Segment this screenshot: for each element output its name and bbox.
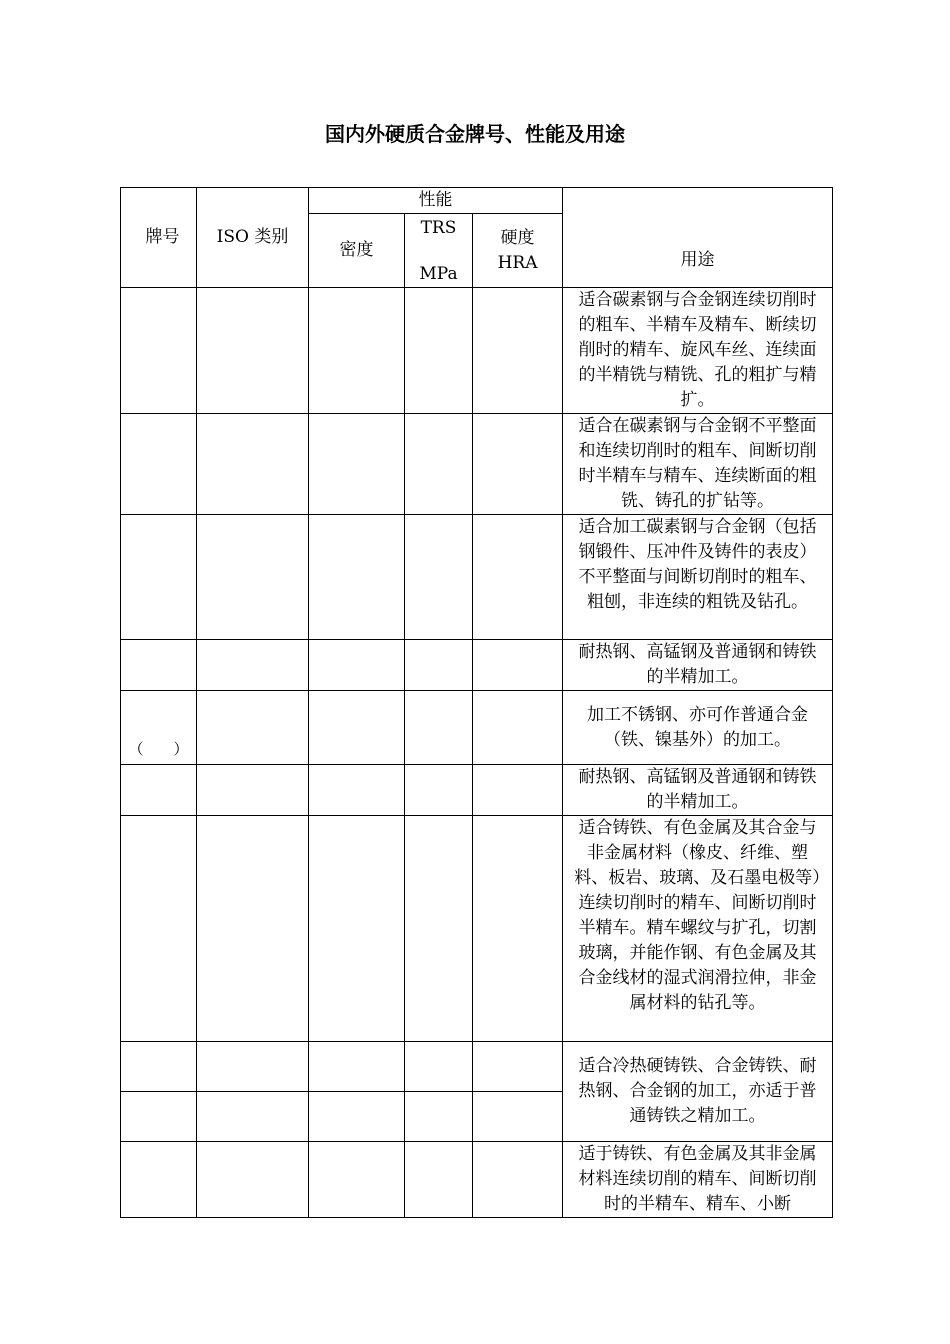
header-density: 密度 xyxy=(309,214,405,288)
header-trs-unit: MPa xyxy=(419,263,458,284)
usage-cell: 适合碳素钢与合金钢连续切削时的粗车、半精车及精车、断续切削时的精车、旋风车丝、连续面的半精铣与精铣、孔的粗扩与精扩。 xyxy=(563,288,833,414)
usage-cell: 适合在碳素钢与合金钢不平整面和连续切削时的粗车、间断切削时半精车与精车、连续断面的粗铣、铸孔的扩钻等。 xyxy=(563,414,833,515)
table-row xyxy=(121,1142,833,1218)
table-row xyxy=(121,1042,833,1092)
header-iso: ISO 类别 xyxy=(197,188,309,288)
usage-cell: 适合冷热硬铸铁、合金铸铁、耐热钢、合金钢的加工，亦适于普通铸铁之精加工。 xyxy=(563,1042,833,1142)
table-row xyxy=(121,640,833,691)
header-performance: 性能 xyxy=(309,188,563,214)
header-hardness-label: 硬度 xyxy=(500,227,535,248)
usage-cell: 加工不锈钢、亦可作普通合金（铁、镍基外）的加工。 xyxy=(563,691,833,765)
usage-cell: 适合加工碳素钢与合金钢（包括钢锻件、压冲件及铸件的表皮）不平整面与间断切削时的粗车、粗刨，非连续的粗铣及钻孔。 xyxy=(563,515,833,640)
header-hardness-unit: HRA xyxy=(497,252,538,273)
usage-cell: 耐热钢、高锰钢及普通钢和铸铁的半精加工。 xyxy=(563,640,833,691)
usage-cell: 耐热钢、高锰钢及普通钢和铸铁的半精加工。 xyxy=(563,765,833,816)
alloy-table xyxy=(120,187,833,1218)
table-row xyxy=(121,691,833,765)
table-row xyxy=(121,765,833,816)
header-usage: 用途 xyxy=(563,188,833,288)
table-row xyxy=(121,515,833,640)
header-trs-label: TRS xyxy=(420,217,457,238)
page-title: 国内外硬质合金牌号、性能及用途 xyxy=(325,122,625,146)
header-trs xyxy=(405,214,473,288)
usage-cell: 适于铸铁、有色金属及其非金属材料连续切削的精车、间断切削时的半精车、精车、小断 xyxy=(563,1142,833,1218)
table-row xyxy=(121,816,833,1042)
header-grade: 牌号 xyxy=(121,188,197,288)
table-row xyxy=(121,288,833,414)
table-row xyxy=(121,414,833,515)
usage-cell: 适合铸铁、有色金属及其合金与非金属材料（橡皮、纤维、塑料、板岩、玻璃、及石墨电极等）连续切削时的精车、间断切削时半精车。精车螺纹与扩孔，切割玻璃，并能作钢、有色金属及其合金线材的湿式润滑拉伸，非金属材料的钻孔等。 xyxy=(563,816,833,1042)
grade-cell: （ ） xyxy=(121,691,197,765)
header-hardness xyxy=(473,214,563,288)
